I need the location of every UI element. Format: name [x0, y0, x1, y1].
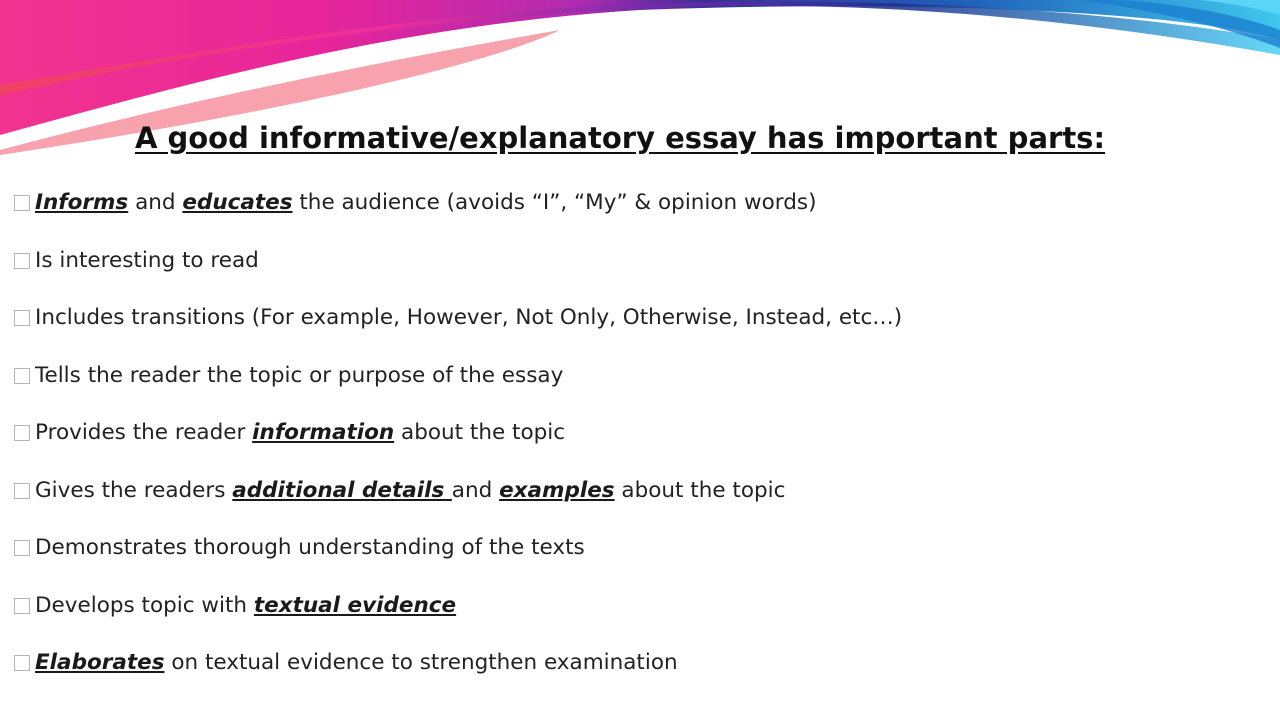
bullet-item [14, 476, 1254, 534]
bullet-item [14, 188, 1254, 246]
bullet-box-icon [14, 425, 30, 441]
bullet-box-icon [14, 368, 30, 384]
bullet-text: about the topic [394, 420, 566, 445]
emphasized-term: examples [499, 477, 615, 503]
bullet-item [14, 303, 1254, 361]
bullet-item [14, 418, 1254, 476]
bullet-text: Demonstrates thorough understanding of the texts [35, 535, 585, 560]
bullet-item [14, 246, 1254, 304]
bullet-text: on textual evidence to strengthen examination [164, 650, 678, 675]
bullet-item [14, 648, 1254, 706]
bullet-item [14, 361, 1254, 419]
bullet-box-icon [14, 253, 30, 269]
bullet-item [14, 591, 1254, 649]
emphasized-term: additional details [232, 477, 452, 503]
bullet-text: Includes transitions (For example, However, Not Only, Otherwise, Instead, etc…) [35, 305, 903, 330]
bullet-box-icon [14, 483, 30, 499]
bullet-text: and [451, 477, 500, 503]
emphasized-term: information [252, 420, 395, 445]
bullet-text: about the topic [614, 477, 786, 503]
bullet-box-icon [14, 598, 30, 614]
bullet-box-icon [14, 540, 30, 556]
bullet-box-icon [14, 195, 30, 211]
emphasized-term: educates [182, 190, 293, 215]
emphasized-term: Informs [35, 190, 129, 215]
bullet-text: Develops topic with [35, 592, 254, 618]
bullet-text: Tells the reader the topic or purpose of the essay [35, 362, 564, 388]
bullet-item [14, 533, 1254, 591]
bullet-text: Gives the readers [35, 477, 233, 503]
bullet-text: and [128, 190, 183, 215]
bullet-text: Is interesting to read [35, 247, 259, 273]
slide-title: A good informative/explanatory essay has important parts: [134, 121, 1106, 155]
bullet-box-icon [14, 310, 30, 326]
bullet-list [14, 188, 1254, 706]
bullet-box-icon [14, 655, 30, 671]
bullet-text: Provides the reader [35, 420, 253, 445]
bullet-text: the audience (avoids “I”, “My” & opinion words) [292, 190, 817, 215]
emphasized-term: textual evidence [253, 592, 457, 618]
emphasized-term: Elaborates [35, 650, 165, 675]
